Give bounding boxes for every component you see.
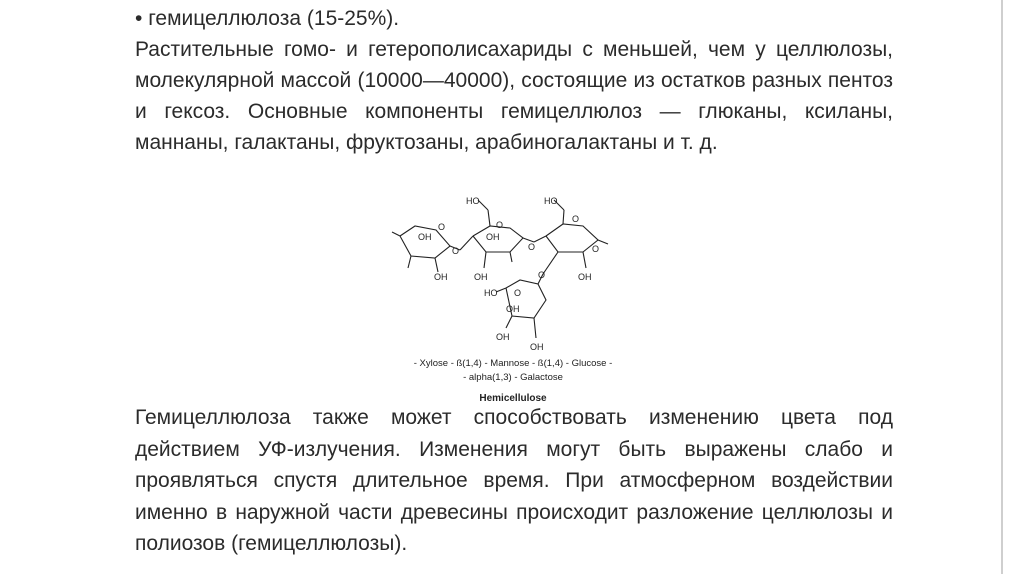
hydroxyl-label: HO xyxy=(544,196,558,206)
ring-oxygen-label: O xyxy=(514,288,522,298)
paragraph-uv-effects: Гемицеллюлоза также может способствовать изменению цвета под действием УФ-излучения. Изменения могут быть выражены слабо и проявляться спустя длительное время. При атмосферном воздействии именно в наружной части древесины происходит разложение целлюлозы и полиозов (гемицеллюлозы). xyxy=(135,406,893,555)
hydroxyl-label: OH xyxy=(506,304,520,314)
bullet-item xyxy=(135,4,895,34)
anomeric-oxygen-label: O xyxy=(592,244,600,254)
glycosidic-oxygen-label: O xyxy=(538,270,546,280)
structure-caption-line-1: - Xylose - ß(1,4) - Mannose - ß(1,4) - Glucose - xyxy=(413,358,613,369)
glucose-ring xyxy=(534,200,608,274)
hemicellulose-structure-figure xyxy=(378,188,678,408)
structure-title: Hemicellulose xyxy=(479,393,547,404)
hydroxyl-label: HO xyxy=(484,288,498,298)
glycosidic-oxygen-label: O xyxy=(452,246,460,256)
ring-oxygen-label: O xyxy=(572,214,580,224)
paragraph-definition: Растительные гомо- и гетерополисахариды с меньшей, чем у целлюлозы, молекулярной массой (10000—40000), состоящие из остатков разных пентоз и гексоз. Основные компоненты гемицеллюлоз — глюканы, ксиланы, маннаны, галактаны, фруктозаны, арабиногалактаны и т. д. xyxy=(135,38,893,154)
hydroxyl-label: OH xyxy=(530,342,544,352)
structure-diagram xyxy=(378,188,678,408)
bullet-marker: • xyxy=(135,7,143,30)
hydroxyl-label: OH xyxy=(434,272,448,282)
bullet-text: гемицеллюлоза (15-25%). xyxy=(148,7,400,30)
hydroxyl-label: OH xyxy=(486,232,500,242)
galactose-ring xyxy=(496,274,546,338)
hydroxyl-label: OH xyxy=(474,272,488,282)
slide-edge-divider xyxy=(1001,0,1003,574)
ring-oxygen-label: O xyxy=(496,220,504,230)
hydroxyl-label: HO xyxy=(466,196,480,206)
ring-oxygen-label: O xyxy=(438,222,446,232)
hydroxyl-label: OH xyxy=(496,332,510,342)
hydroxyl-label: OH xyxy=(578,272,592,282)
hydroxyl-label: OH xyxy=(418,232,432,242)
glycosidic-oxygen-label: O xyxy=(528,242,536,252)
structure-caption-line-2: - alpha(1,3) - Galactose xyxy=(463,372,563,383)
